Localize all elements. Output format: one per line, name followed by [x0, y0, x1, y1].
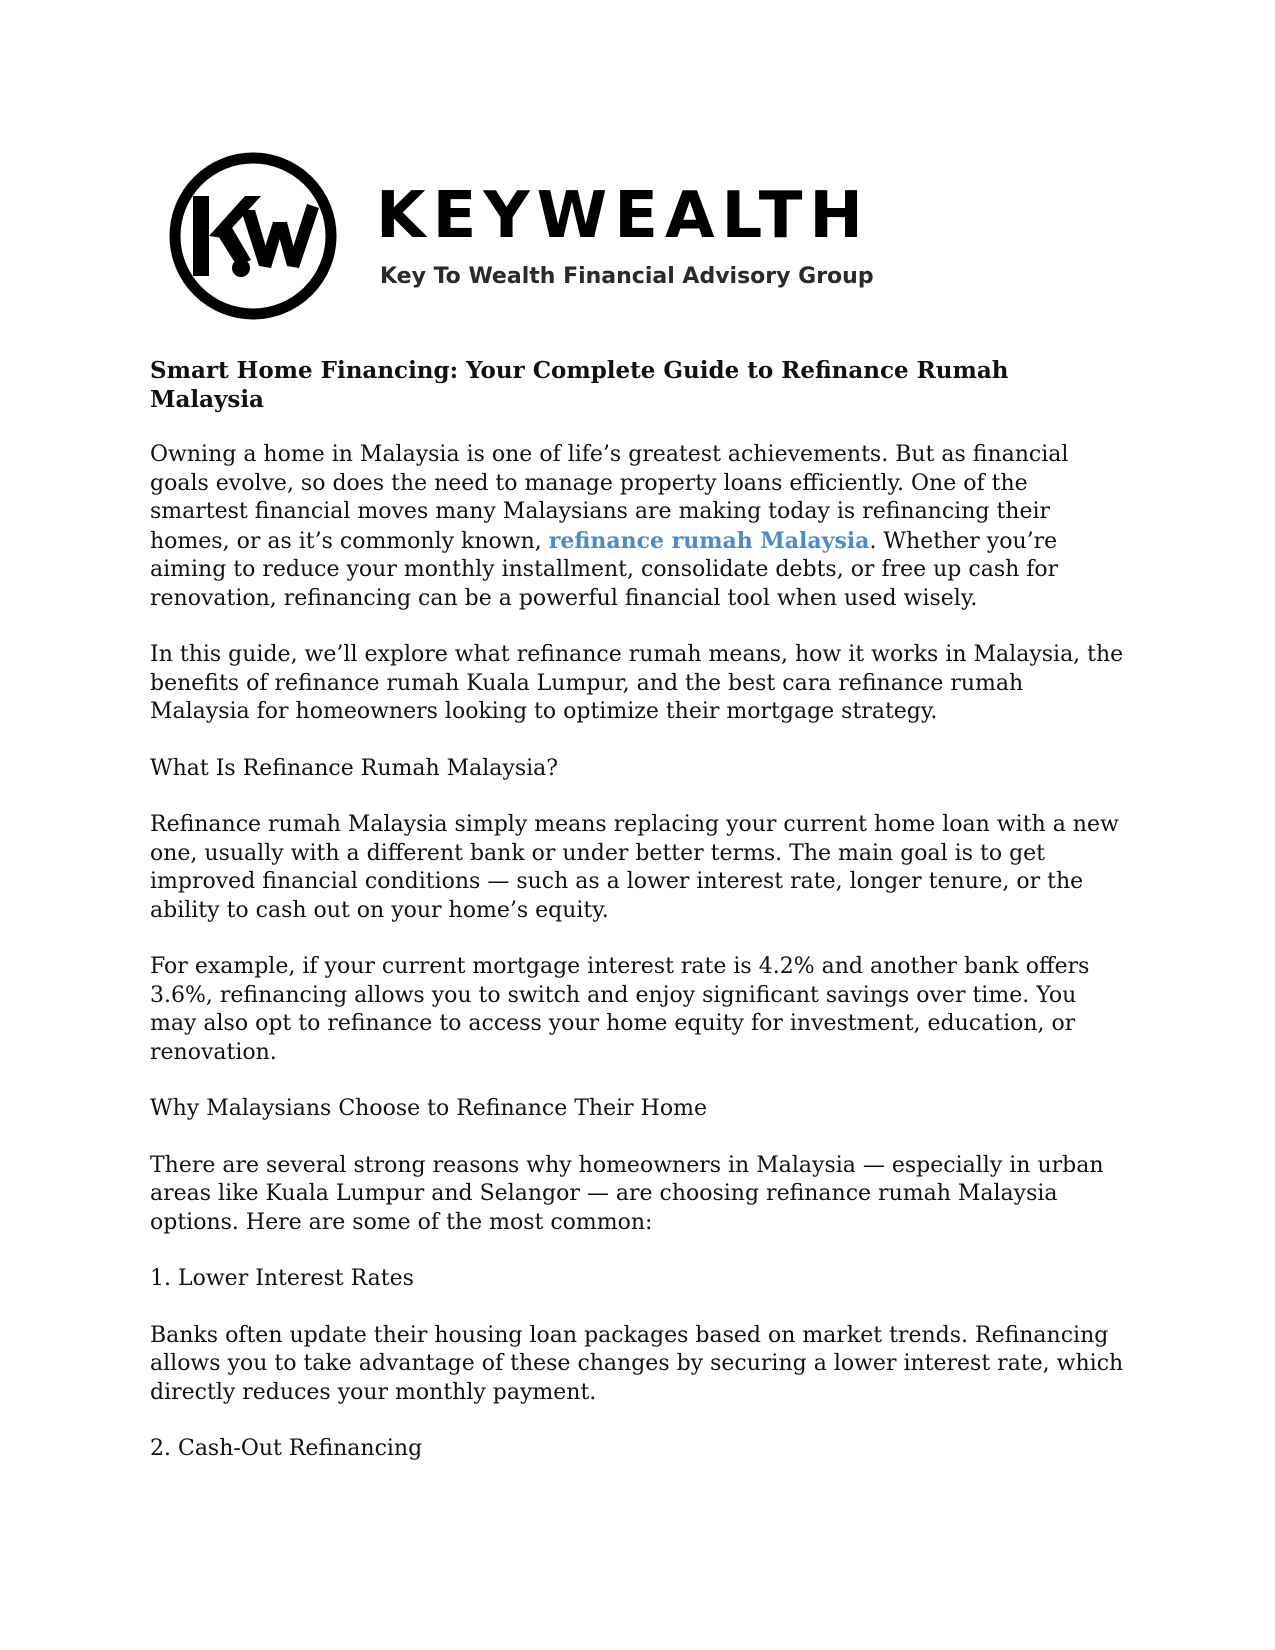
article-title: Smart Home Financing: Your Complete Guide to Refinance Rumah Malaysia	[150, 357, 1009, 413]
section-heading-why-refinance: Why Malaysians Choose to Refinance Their Home	[150, 1096, 707, 1121]
article-body	[150, 356, 1125, 1492]
reason-1-heading: 1. Lower Interest Rates	[150, 1266, 414, 1291]
refinance-rumah-malaysia-link[interactable]: refinance rumah Malaysia	[548, 527, 870, 554]
definition-paragraph: Refinance rumah Malaysia simply means replacing your current home loan with a new one, usually with a different bank or under better terms. The main goal is to get improved financial conditions — such as a lower interest rate, longer tenure, or the ability to cash out on your home’s equity.	[150, 812, 1119, 923]
logo-brand-name: KEYWEALTH	[376, 179, 870, 253]
intro-text-before-link: Owning a home in Malaysia is one of life’s greatest achievements. But as financial goals evolve, so does the need to manage property loans efficiently. One of the smartest financial moves many Malaysians are making today is refinancing their homes, or as it’s commonly known,	[150, 442, 1069, 554]
intro-text-after-link: . Whether you’re aiming to reduce your monthly installment, consolidate debts, or free up cash for renovation, refinancing can be a powerful financial tool when used wisely.	[150, 528, 1059, 611]
guide-intro-paragraph: In this guide, we’ll explore what refinance rumah means, how it works in Malaysia, the benefits of refinance rumah Kuala Lumpur, and the best cara refinance rumah Malaysia for homeowners looking to optimize their mortgage strategy.	[150, 642, 1124, 724]
reason-1-text: Banks often update their housing loan packages based on market trends. Refinancing allows you to take advantage of these changes by securing a lower interest rate, which directly reduces your monthly payment.	[150, 1322, 1124, 1405]
company-logo	[147, 148, 1065, 324]
reason-2-heading: 2. Cash-Out Refinancing	[150, 1436, 423, 1461]
section-heading-what-is: What Is Refinance Rumah Malaysia?	[150, 755, 559, 781]
intro-paragraph	[150, 441, 1125, 613]
logo-tagline: Key To Wealth Financial Advisory Group	[380, 264, 874, 289]
keywealth-logo-icon	[147, 148, 362, 324]
reasons-intro-paragraph: There are several strong reasons why homeowners in Malaysia — especially in urban areas like Kuala Lumpur and Selangor — are choosing refinance rumah Malaysia options. Here are some of the most common:	[150, 1152, 1104, 1235]
example-paragraph: For example, if your current mortgage interest rate is 4.2% and another bank offers 3.6%, refinancing allows you to switch and enjoy significant savings over time. You may also opt to refinance to access your home equity for investment, education, or renovation.	[150, 954, 1090, 1065]
